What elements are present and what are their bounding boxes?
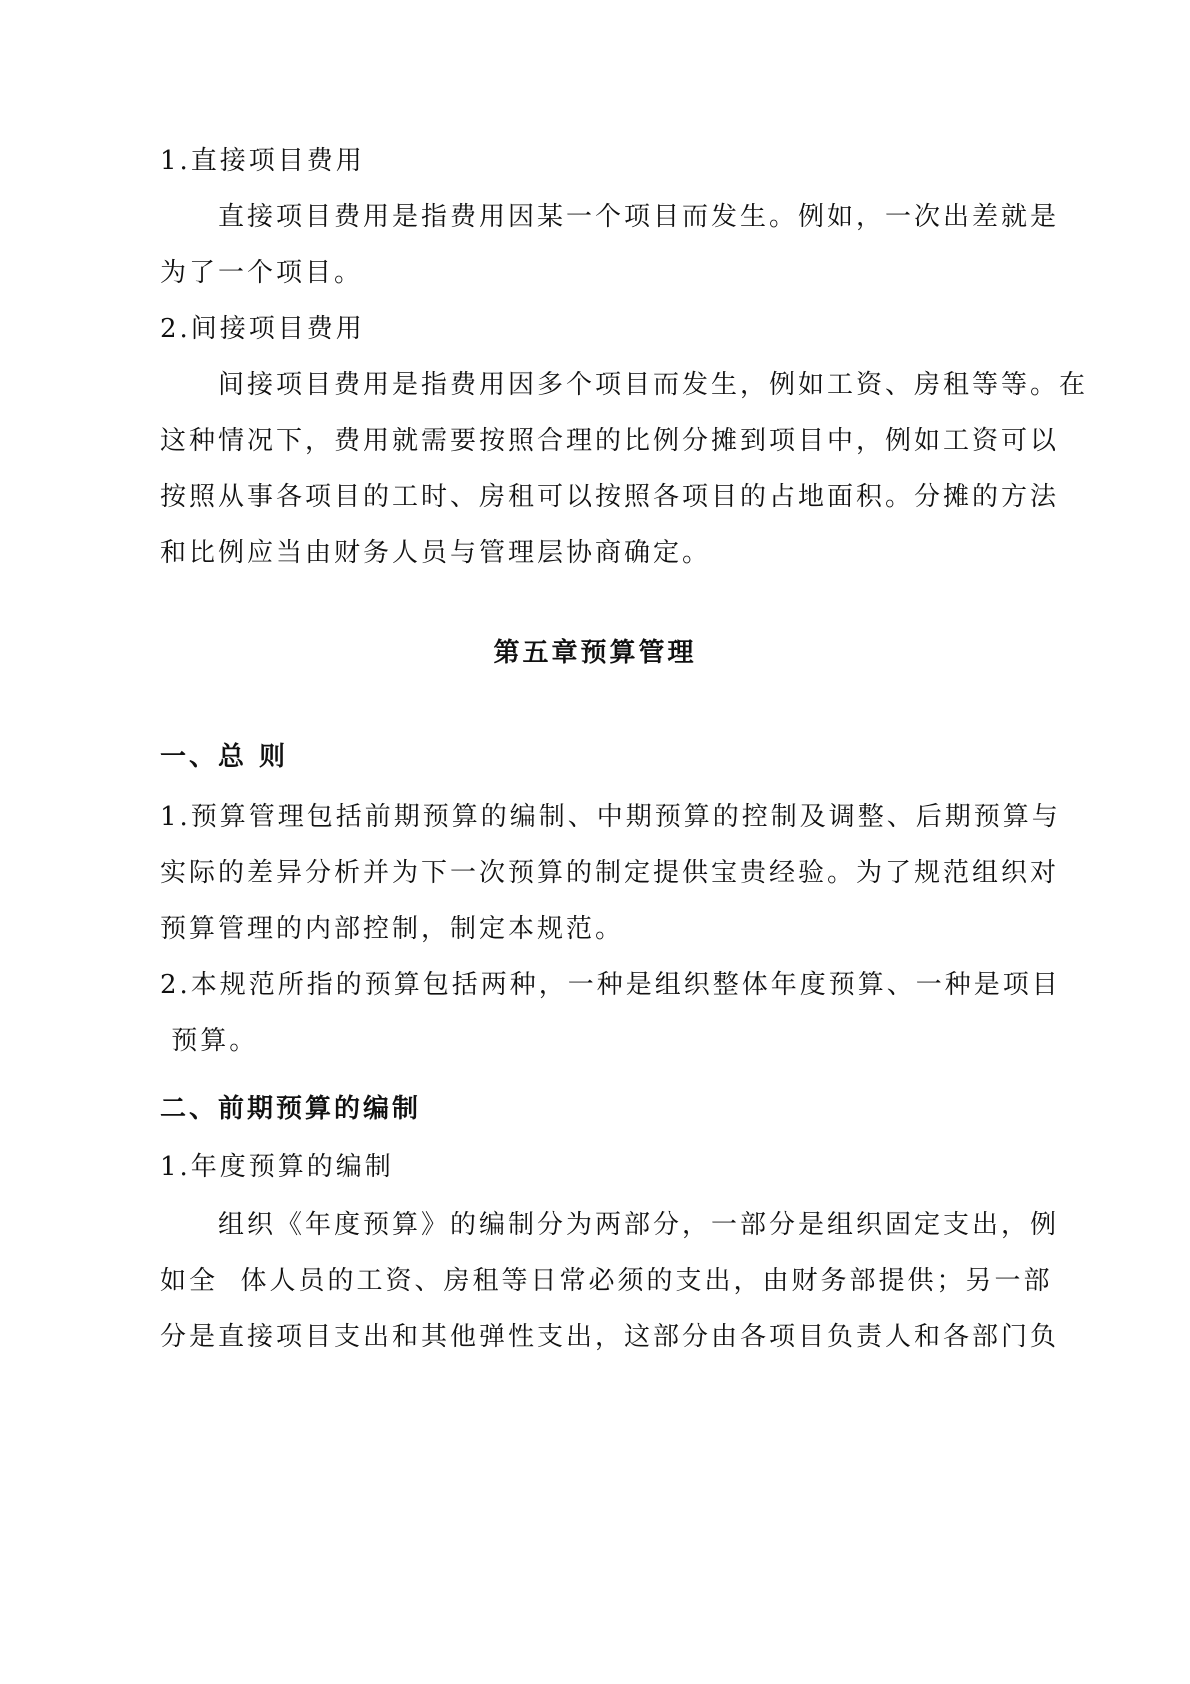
item-1-heading: 1.直接项目费用 [160,146,365,176]
paragraph-line: 分是直接项目支出和其他弹性支出，这部分由各项目负责人和各部门负 [160,1322,1060,1352]
paragraph-line: 组织《年度预算》的编制分为两部分，一部分是组织固定支出，例 [218,1210,1060,1240]
paragraph-line: 直接项目费用是指费用因某一个项目而发生。例如，一次出差就是 [218,202,1060,232]
paragraph-line: 如全 体人员的工资、房租等日常必须的支出，由财务部提供；另一部 [160,1266,1053,1296]
section-2-title: 二、前期预算的编制 [160,1094,422,1124]
paragraph-line: 按照从事各项目的工时、房租可以按照各项目的占地面积。分摊的方法 [160,482,1060,512]
paragraph-line: 预算管理的内部控制，制定本规范。 [160,914,625,944]
item-2-heading: 2.间接项目费用 [160,314,365,344]
paragraph-line: 和比例应当由财务人员与管理层协商确定。 [160,538,712,568]
item-heading: 1.年度预算的编制 [160,1152,394,1182]
chapter-title: 第五章预算管理 [493,638,697,668]
paragraph-line: 1.预算管理包括前期预算的编制、中期预算的控制及调整、后期预算与 [160,802,1061,832]
section-1-title: 一、总 则 [160,742,289,772]
paragraph-line: 实际的差异分析并为下一次预算的制定提供宝贵经验。为了规范组织对 [160,858,1060,888]
paragraph-line: 间接项目费用是指费用因多个项目而发生，例如工资、房租等等。在 [218,370,1089,400]
paragraph-line: 为了一个项目。 [160,258,364,288]
paragraph-line: 2.本规范所指的预算包括两种，一种是组织整体年度预算、一种是项目 [160,970,1061,1000]
paragraph-line: 预算。 [160,1026,259,1056]
paragraph-line: 这种情况下，费用就需要按照合理的比例分摊到项目中，例如工资可以 [160,426,1060,456]
